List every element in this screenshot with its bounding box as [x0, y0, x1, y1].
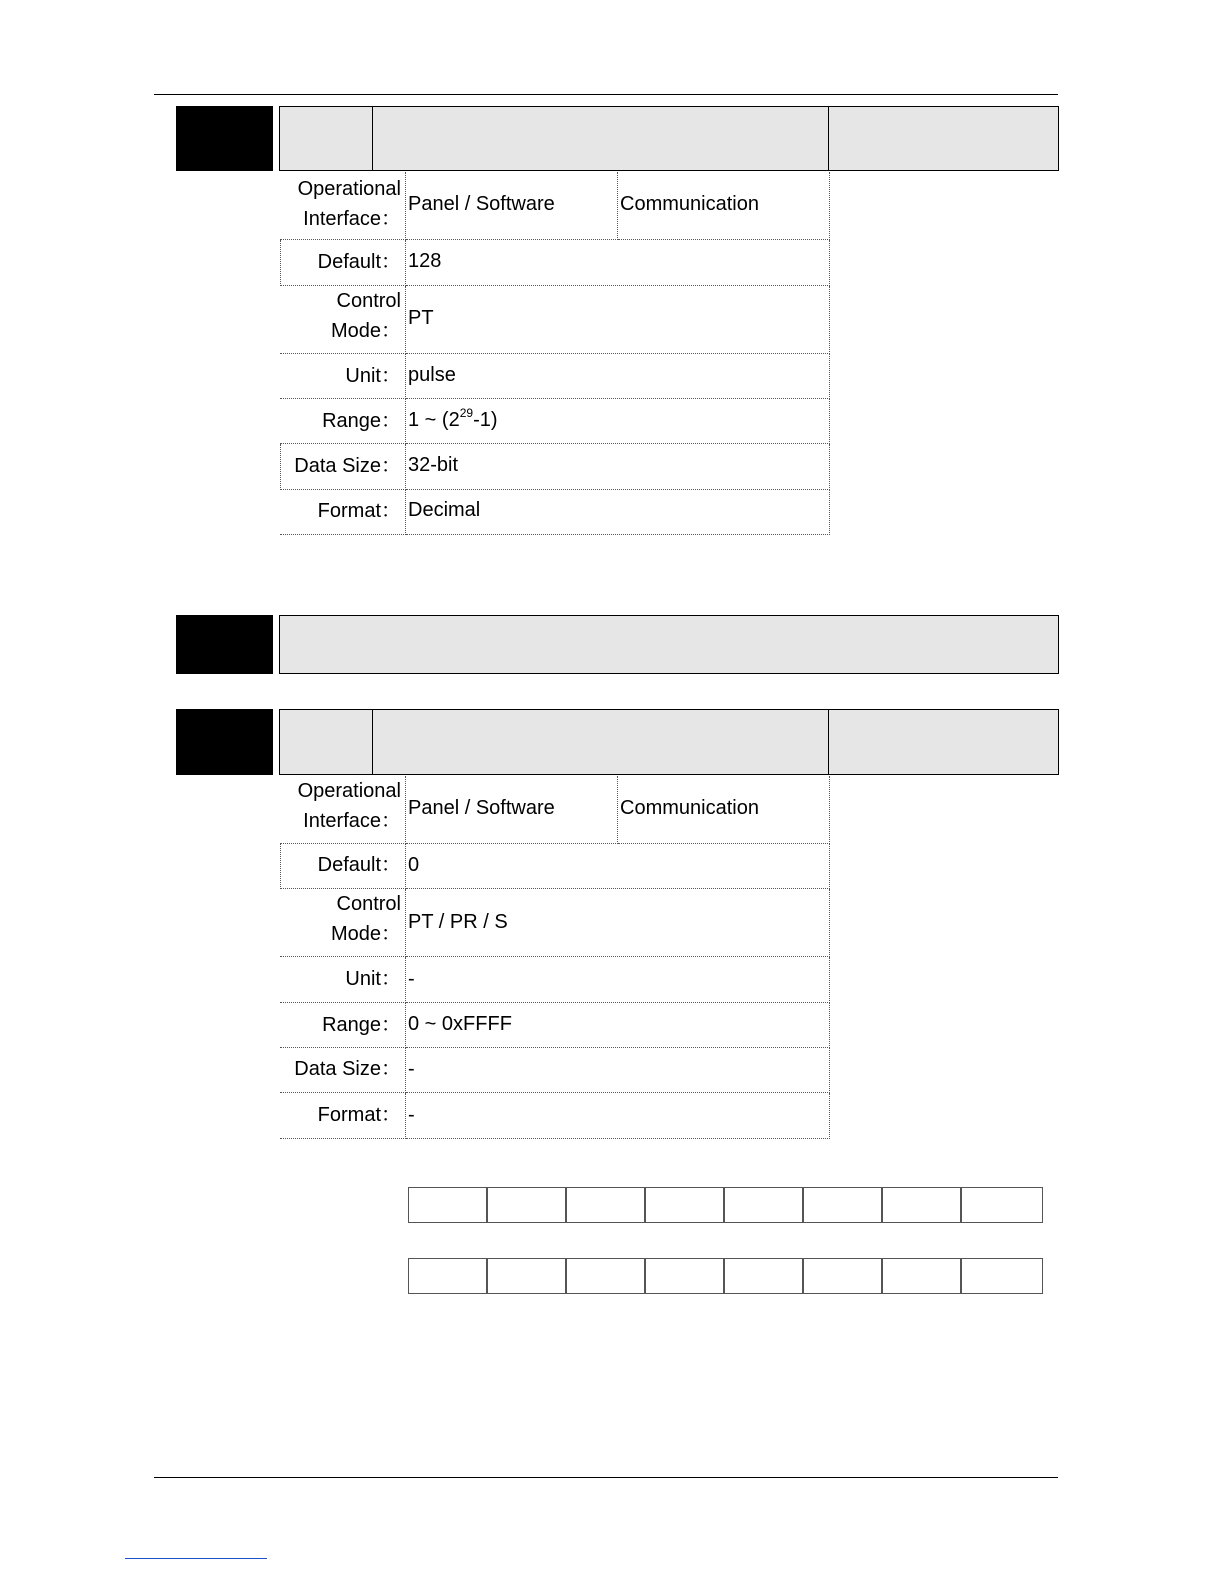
param-reserved-header-bar [279, 615, 1059, 674]
bit-cell [487, 1187, 566, 1223]
data-size-label: Data Size： [280, 1048, 406, 1093]
data-size-label: Data Size： [280, 444, 406, 490]
control-mode-value: PT / PR / S [406, 889, 830, 957]
range-label: Range： [280, 1003, 406, 1048]
footer-rule [154, 1477, 1058, 1478]
param1-header-divider [828, 106, 829, 171]
bit-cell [961, 1258, 1043, 1294]
default-value: 0 [406, 844, 830, 889]
range-value: 0 ~ 0xFFFF [406, 1003, 830, 1048]
format-value: Decimal [406, 490, 830, 535]
unit-value: pulse [406, 354, 830, 399]
interface-communication: Communication [618, 172, 830, 240]
operational-interface-label: Operational Interface： [280, 776, 406, 844]
bit-cell [724, 1187, 803, 1223]
bit-cell [724, 1258, 803, 1294]
bit-cell [487, 1258, 566, 1294]
bit-cell [645, 1187, 724, 1223]
bit-cell [408, 1187, 487, 1223]
interface-communication: Communication [618, 776, 830, 844]
control-mode-label: Control Mode： [280, 889, 406, 957]
bit-cell [803, 1187, 882, 1223]
bit-cell [803, 1258, 882, 1294]
param-reserved-id-block [176, 615, 273, 674]
bit-cell [882, 1187, 961, 1223]
default-value: 128 [406, 240, 830, 286]
unit-label: Unit： [280, 354, 406, 399]
control-mode-label: Control Mode： [280, 286, 406, 354]
param1-id-block [176, 106, 273, 171]
default-label: Default： [280, 844, 406, 889]
format-label: Format： [280, 1093, 406, 1139]
default-label: Default： [280, 240, 406, 286]
data-size-value: 32-bit [406, 444, 830, 490]
param2-id-block [176, 709, 273, 775]
bit-cell [566, 1258, 645, 1294]
format-label: Format： [280, 490, 406, 535]
param1-header-bar [279, 106, 1059, 171]
bit-cell [408, 1258, 487, 1294]
bit-cell [882, 1258, 961, 1294]
bit-cell [566, 1187, 645, 1223]
unit-label: Unit： [280, 957, 406, 1003]
bit-cell [645, 1258, 724, 1294]
range-exponent: 29 [459, 406, 474, 420]
interface-panel-software: Panel / Software [406, 776, 618, 844]
data-size-value: - [406, 1048, 830, 1093]
header-rule [154, 94, 1058, 95]
bit-cell [961, 1187, 1043, 1223]
operational-interface-label: Operational Interface： [280, 172, 406, 240]
param2-header-divider [372, 709, 373, 775]
param2-header-divider [828, 709, 829, 775]
param1-header-divider [372, 106, 373, 171]
control-mode-value: PT [406, 286, 830, 354]
param2-header-bar [279, 709, 1059, 775]
range-label: Range： [280, 399, 406, 444]
unit-value: - [406, 957, 830, 1003]
footer-link-underline[interactable] [125, 1558, 267, 1559]
range-value: 1 ~ $(2^{29}-1)$ [406, 399, 830, 444]
interface-panel-software: Panel / Software [406, 172, 618, 240]
format-value: - [406, 1093, 830, 1139]
